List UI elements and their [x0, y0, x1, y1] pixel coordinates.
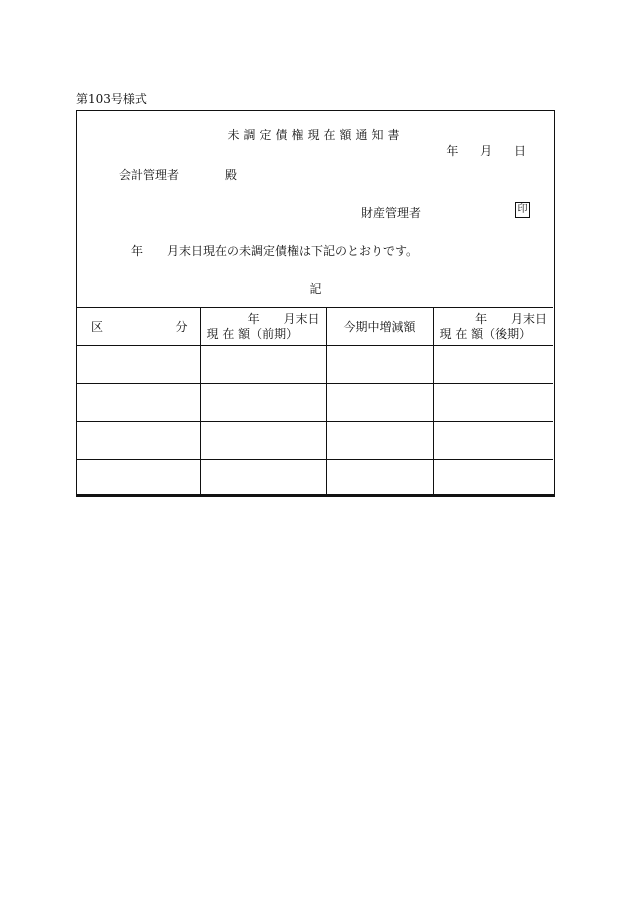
header-previous [200, 308, 326, 346]
table-cell [200, 460, 326, 498]
amount-table [77, 307, 553, 497]
header-kubun-left: 区 [91, 320, 104, 334]
header-kubun [77, 308, 200, 346]
header-kubun-right: 分 [175, 320, 188, 334]
header-next-label: 現 在 額（後期） [439, 326, 532, 341]
table-cell [200, 346, 326, 384]
table-cell [77, 384, 200, 422]
addressee: 会計管理者 [119, 168, 180, 182]
table-cell [433, 460, 553, 498]
header-next [433, 308, 553, 346]
table-cell [200, 384, 326, 422]
notification-form [76, 110, 555, 497]
header-previous-label: 現 在 額（前期） [206, 326, 299, 341]
table-cell [326, 422, 433, 460]
table-row [77, 422, 553, 460]
table-cell [433, 384, 553, 422]
table-cell [326, 460, 433, 498]
table-row [77, 346, 553, 384]
date-line: 年 月 日 [446, 144, 526, 158]
header-previous-date: 年 月末日 [247, 311, 320, 326]
form-title: 未調定債権現在額通知書 [227, 128, 404, 142]
table-cell [433, 422, 553, 460]
table-cell [77, 460, 200, 498]
seal-mark: 印 [515, 202, 530, 218]
statement: 年 月末日現在の未調定債権は下記のとおりです。 [131, 244, 419, 258]
table-cell [326, 346, 433, 384]
table-cell [77, 346, 200, 384]
sender: 財産管理者 [361, 206, 422, 220]
header-next-date: 年 月末日 [475, 311, 547, 326]
header-change: 今期中増減額 [326, 308, 433, 346]
table-cell [77, 422, 200, 460]
table-row [77, 460, 553, 498]
form-number: 第103号様式 [76, 92, 147, 106]
honorific: 殿 [225, 168, 238, 182]
table-cell [200, 422, 326, 460]
ki-heading: 記 [309, 282, 322, 296]
table-row [77, 384, 553, 422]
table-header-row [77, 308, 553, 346]
table-cell [326, 384, 433, 422]
table-cell [433, 346, 553, 384]
